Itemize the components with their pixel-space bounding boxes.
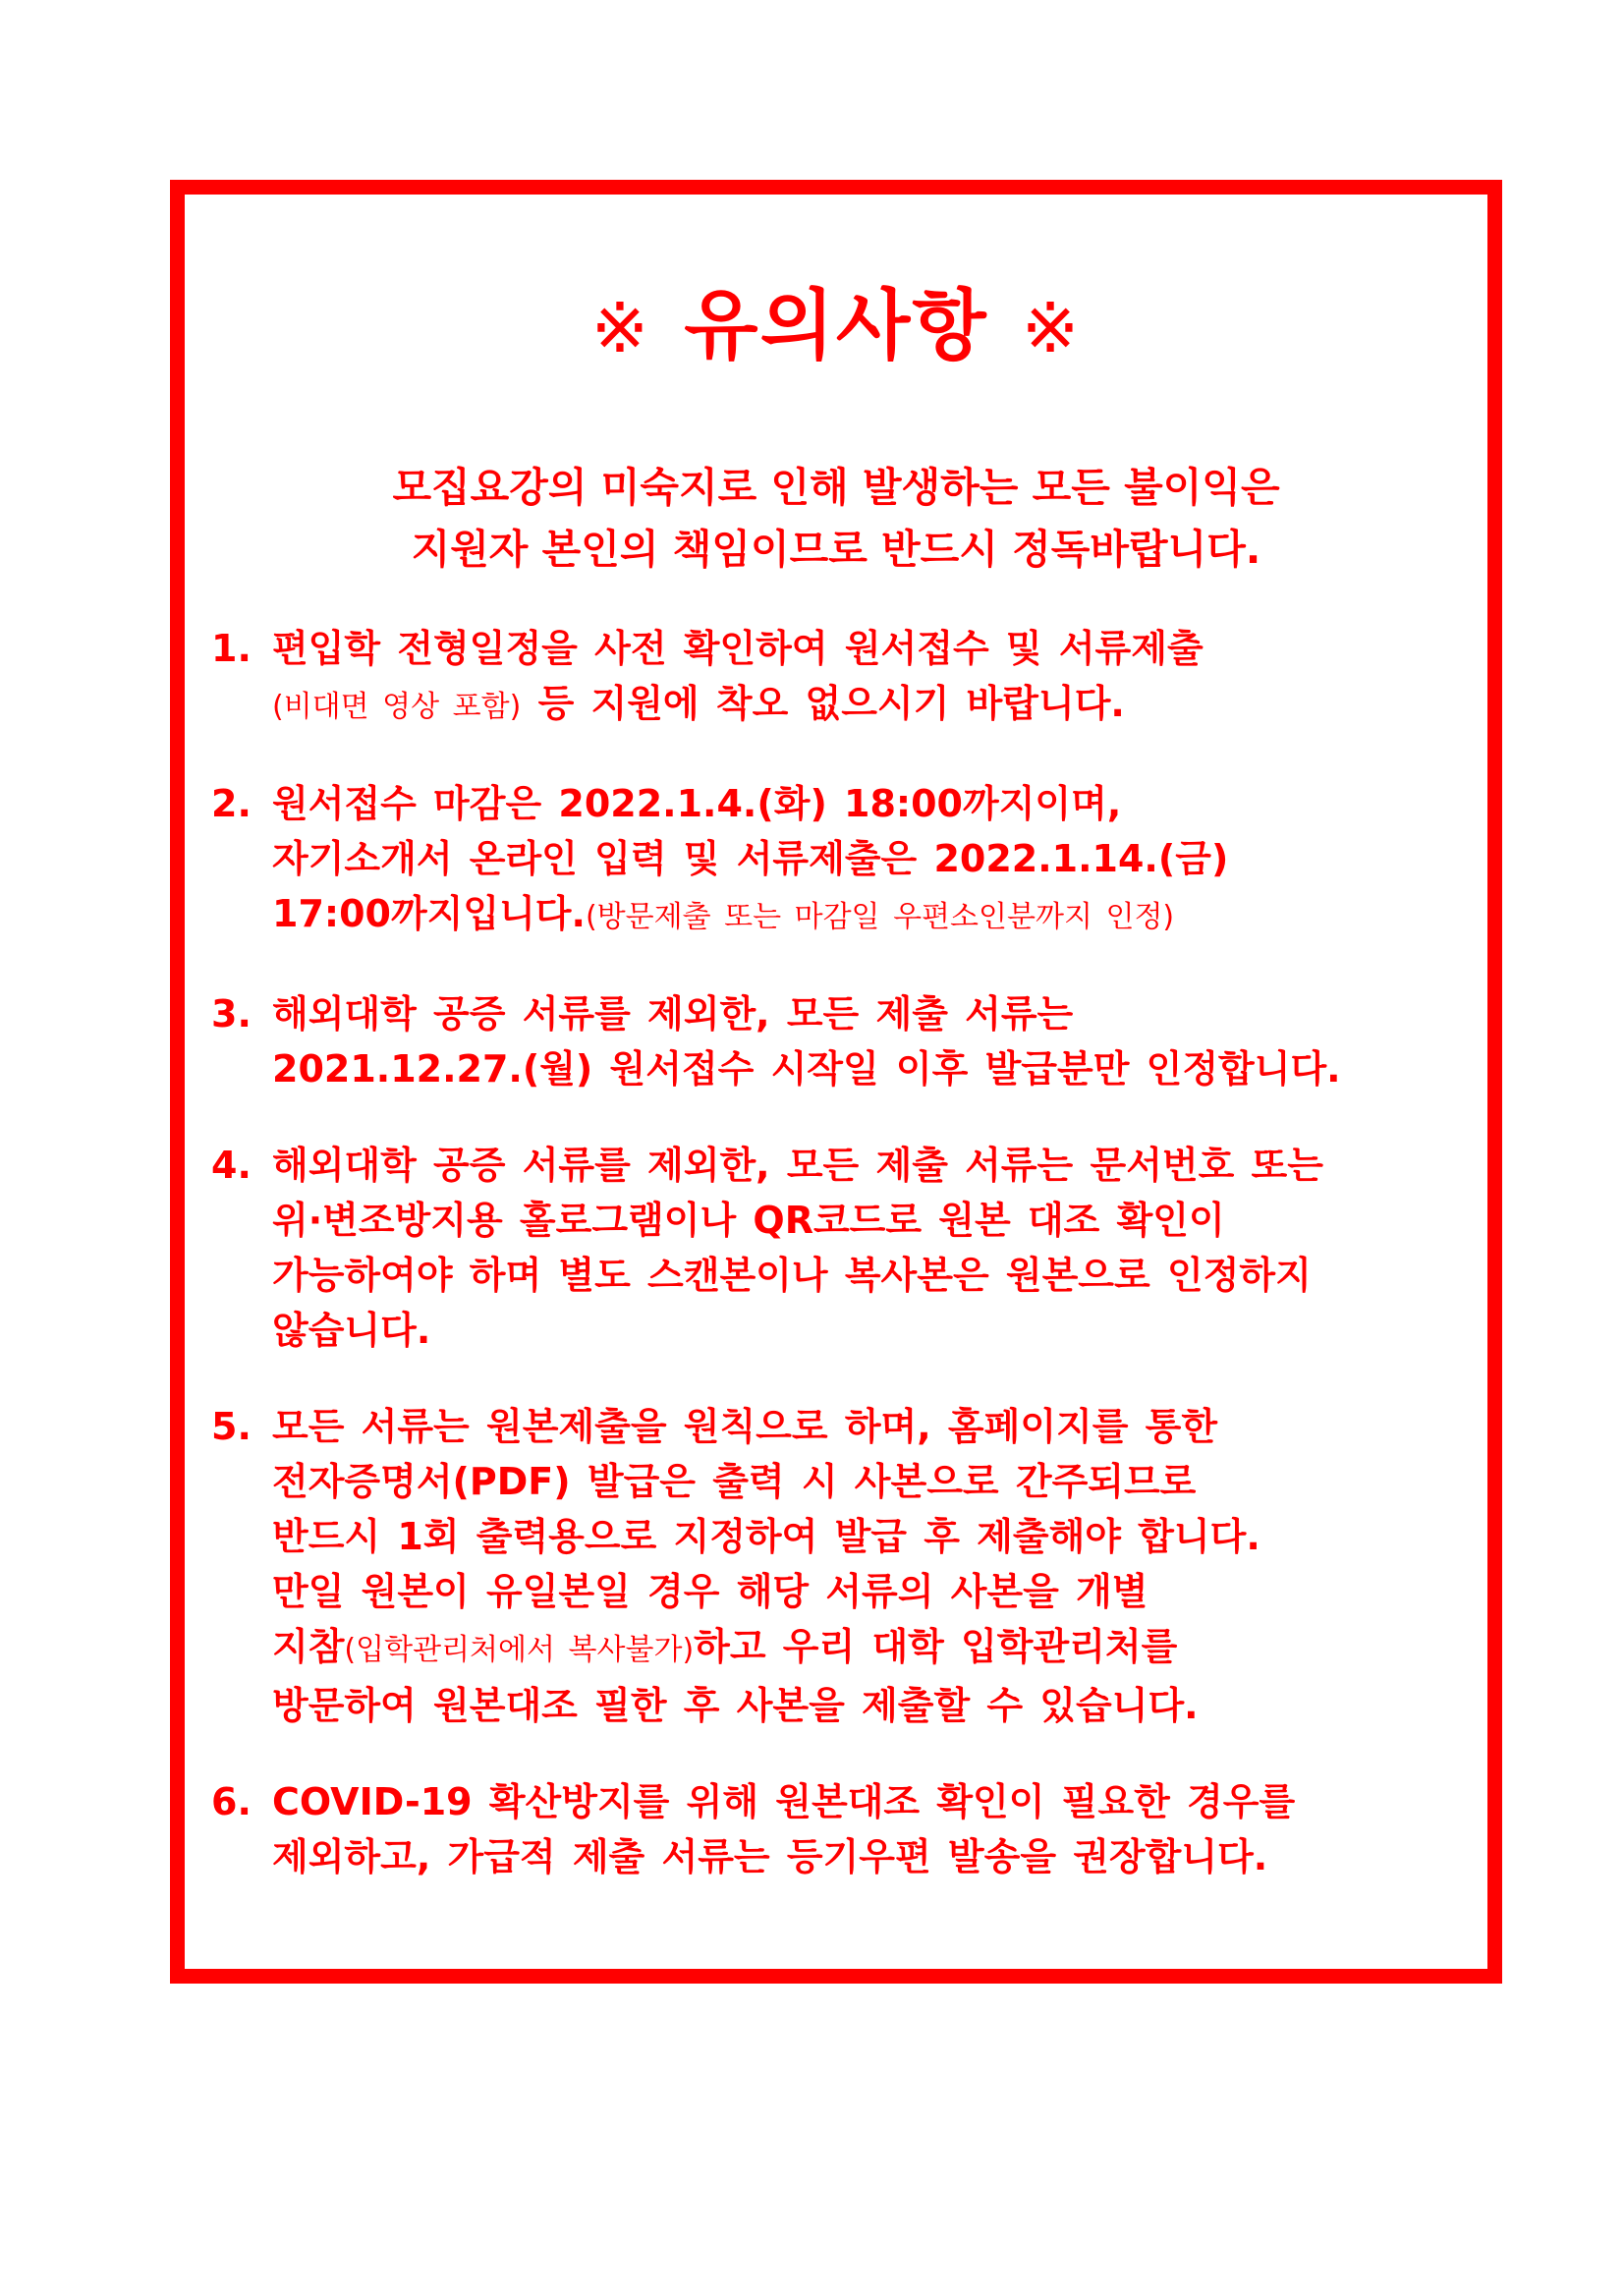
notice-item-line: COVID-19 확산방지를 위해 원본대조 확인이 필요한 경우를	[272, 1780, 1296, 1823]
intro-line: 지원자 본인의 책임이므로 반드시 정독바랍니다.	[411, 526, 1261, 573]
intro-text	[170, 457, 1502, 581]
notice-item-number: 4.	[211, 1144, 252, 1187]
notice-item-line: 2021.12.27.(월) 원서접수 시작일 이후 발급분만 인정합니다.	[272, 1047, 1341, 1091]
notice-item-line: 반드시 1회 출력용으로 지정하여 발급 후 제출해야 합니다.	[272, 1515, 1260, 1558]
notice-item-line: 가능하여야 하며 별도 스캔본이나 복사본은 원본으로 인정하지	[272, 1254, 1312, 1297]
notice-item-line	[272, 676, 1488, 735]
notice-item-number: 5.	[211, 1405, 252, 1448]
page-title	[170, 282, 1502, 370]
notice-item-line	[272, 1619, 1488, 1678]
notice-item-line: 만일 원본이 유일본일 경우 해당 서류의 사본을 개별	[272, 1570, 1148, 1613]
notice-item-text: 등 지원에 착오 없으시기 바랍니다.	[521, 682, 1125, 725]
notice-item-number: 1.	[211, 627, 252, 670]
notice-item-number: 6.	[211, 1780, 252, 1823]
notice-item-line: 모든 서류는 원본제출을 원칙으로 하며, 홈페이지를 통한	[272, 1405, 1218, 1448]
notice-item-text: 지참	[272, 1625, 345, 1668]
notice-item-line: 원서접수 마감은 2022.1.4.(화) 18:00까지이며,	[272, 782, 1122, 825]
notice-item-line: 해외대학 공증 서류를 제외한, 모든 제출 서류는	[272, 992, 1074, 1036]
notice-item-line: 위·변조방지용 홀로그램이나 QR코드로 원본 대조 확인이	[272, 1199, 1225, 1242]
reference-mark-right: ※	[1021, 288, 1082, 368]
notice-item-line: 방문하여 원본대조 필한 후 사본을 제출할 수 있습니다.	[272, 1684, 1199, 1727]
notice-item	[211, 986, 1488, 1096]
notice-item-line: 해외대학 공증 서류를 제외한, 모든 제출 서류는 문서번호 또는	[272, 1144, 1323, 1187]
notice-item-text: 하고 우리 대학 입학관리처를	[694, 1625, 1178, 1668]
intro-line: 모집요강의 미숙지로 인해 발생하는 모든 불이익은	[392, 464, 1280, 511]
page-title-text: 유의사항	[684, 282, 988, 370]
notice-item-note: (방문제출 또는 마감일 우편소인분까지 인정)	[585, 900, 1175, 934]
notice-item-number: 3.	[211, 992, 252, 1036]
notice-item	[211, 1138, 1488, 1358]
notice-item	[211, 776, 1488, 945]
notice-item-line: 제외하고, 가급적 제출 서류는 등기우편 발송을 권장합니다.	[272, 1835, 1268, 1878]
notice-item-number: 2.	[211, 782, 252, 825]
notice-item-line	[272, 886, 1488, 945]
notice-item-line: 않습니다.	[272, 1309, 431, 1352]
notice-item-line: 전자증명서(PDF) 발급은 출력 시 사본으로 간주되므로	[272, 1460, 1197, 1503]
notice-item-text: 17:00까지입니다.	[272, 892, 586, 935]
notice-item-note: (비대면 영상 포함)	[272, 690, 522, 724]
reference-mark-left: ※	[590, 288, 651, 368]
notice-list	[211, 621, 1488, 1926]
notice-item	[211, 1399, 1488, 1733]
notice-item	[211, 621, 1488, 735]
notice-item-line: 자기소개서 온라인 입력 및 서류제출은 2022.1.14.(금)	[272, 837, 1229, 880]
notice-item-note: (입학관리처에서 복사불가)	[344, 1633, 695, 1667]
notice-item	[211, 1774, 1488, 1884]
notice-item-line: 편입학 전형일정을 사전 확인하여 원서접수 및 서류제출	[272, 627, 1204, 670]
